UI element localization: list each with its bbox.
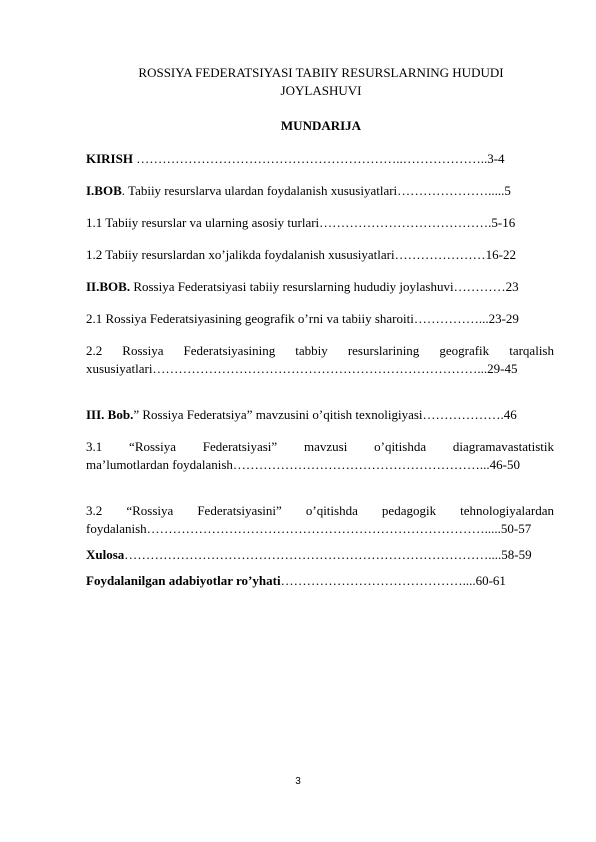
page-number: 3 [295, 776, 301, 787]
toc-entry-text: ” Rossiya Federatsiya” mavzusini o’qitish texnoligiyasi……………….46 [133, 407, 517, 422]
toc-entry-label: III. Bob. [86, 407, 134, 422]
toc-entry-1-2: 1.2 Tabiiy resurslardan xo’jalikda foydalanish xususiyatlari…………………16-22 [86, 247, 516, 262]
toc-entry-text: …………………………………………………………………………....58-59 [124, 547, 532, 562]
toc-entry-kirish [86, 150, 554, 168]
toc-entry-line1: 2.2 Rossiya Federatsiyasining tabbiy resurslarining geografik tarqalish [86, 343, 554, 358]
toc-entry-text: . Tabiiy resurslarva ulardan foydalanish xususiyatlari………………….....5 [121, 183, 511, 198]
toc-entry-label: Xulosa [86, 547, 125, 562]
toc-entry-label: I.BOB [86, 183, 122, 198]
toc-entry-bob1 [86, 182, 554, 200]
toc-entry-line2: ma’lumotlardan foydalanish…………………………………………………...46-50 [86, 457, 521, 472]
contents-heading: MUNDARIJA [280, 118, 362, 133]
toc-entry-bob2 [86, 278, 554, 296]
toc-entry-3-1 [86, 438, 554, 474]
toc-entry-text: ……………………………………....60-61 [280, 573, 506, 588]
toc-entry-text: Rossiya Federatsiyasi tabiiy resurslarning hududiy joylashuvi…………23 [130, 279, 519, 294]
toc-entry-2-2 [86, 342, 554, 378]
toc-entry-text: ……………………………………………………..………………..3-4 [132, 151, 505, 166]
toc-entry-line1: 3.1 “Rossiya Federatsiyasi” mavzusi o’qitishda diagramavastatistik [86, 439, 554, 454]
toc-entry-line1: 3.2 “Rossiya Federatsiyasini” o’qitishda pedagogik tehnologiyalardan [86, 503, 554, 518]
toc-entry-line2: foydalanish…………………………………………………………………….....50-57 [86, 521, 532, 536]
toc-entry-bob3 [86, 406, 554, 424]
toc-entry-label: KIRISH [86, 151, 133, 166]
toc-entry-label: Foydalanilgan adabiyotlar ro’yhati [86, 573, 281, 588]
document-title-line1: ROSSIYA FEDERATSIYASI TABIIY RESURSLARNING HUDUDI [138, 65, 504, 80]
toc-entry-line2: xususiyatlari…………………………………………………………………...29-45 [86, 361, 518, 376]
document-title-line2: JOYLASHUVI [280, 83, 362, 98]
toc-entry-2-1: 2.1 Rossiya Federatsiyasining geografik o’rni va tabiiy sharoiti……………...23-29 [86, 311, 519, 326]
toc-entry-3-2 [86, 502, 554, 538]
toc-entry-xulosa [86, 546, 554, 564]
toc-entry-label: II.BOB. [86, 279, 131, 294]
toc-entry-1-1: 1.1 Tabiiy resurslar va ularning asosiy turlari………………………………….5-16 [86, 215, 516, 230]
toc-entry-adabiyotlar [86, 572, 554, 590]
